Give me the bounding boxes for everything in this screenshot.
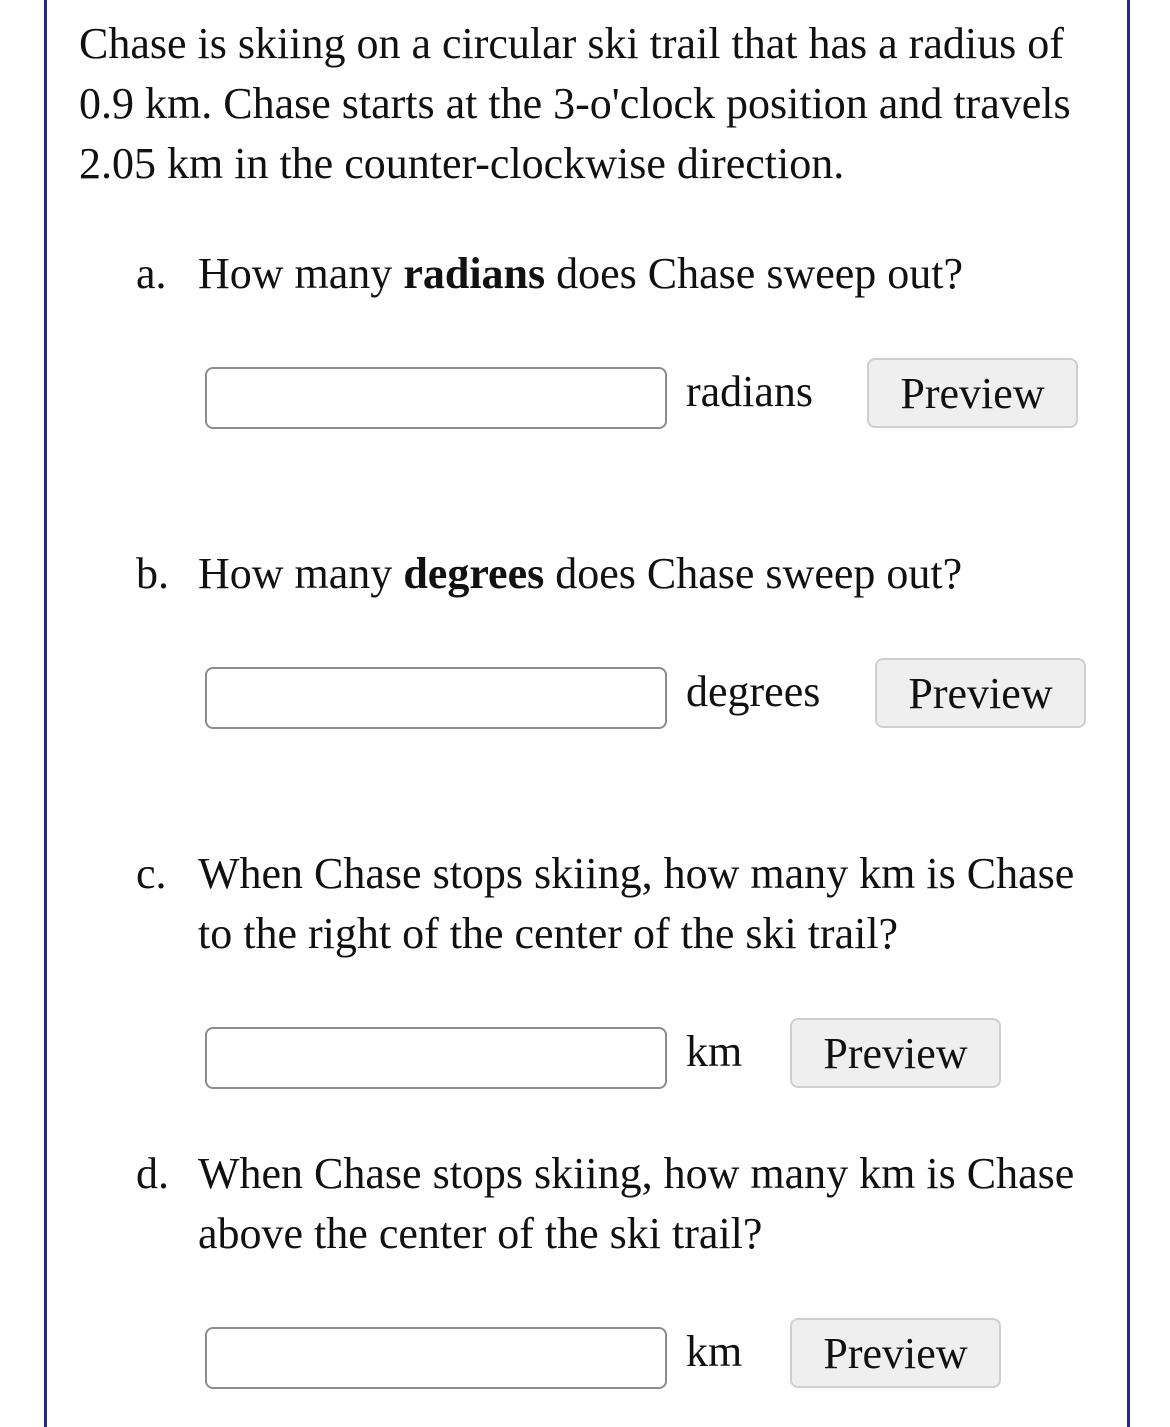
question-c-text: When Chase stops skiing, how many km is Chase to the right of the center of the ski trail? (198, 849, 1075, 958)
question-b-label: b. (136, 549, 169, 598)
unit-label-c: km (686, 1027, 743, 1076)
preview-button-c[interactable]: Preview (790, 1018, 1001, 1088)
question-d-label: d. (136, 1149, 169, 1198)
answer-input-b[interactable] (205, 667, 667, 729)
question-a-text-end: does Chase sweep out? (545, 249, 964, 298)
question-a-keyword: radians (403, 249, 546, 298)
unit-label-a: radians (686, 367, 814, 416)
question-a-text (198, 244, 1118, 304)
answer-input-c[interactable] (205, 1027, 667, 1089)
problem-statement: Chase is skiing on a circular ski trail that has a radius of 0.9 km. Chase starts at the 3-o'clock position and travels 2.05 km in the counter-clockwise direction. (79, 19, 1071, 188)
question-b-text-start: How many (198, 549, 404, 598)
preview-button-a[interactable]: Preview (867, 358, 1078, 428)
answer-input-a[interactable] (205, 367, 667, 429)
preview-button-b[interactable]: Preview (875, 658, 1086, 728)
question-d-text: When Chase stops skiing, how many km is Chase above the center of the ski trail? (198, 1149, 1075, 1258)
unit-label-b: degrees (686, 667, 821, 716)
question-c-label: c. (136, 849, 167, 898)
unit-label-d: km (686, 1327, 743, 1376)
question-b-text-end: does Chase sweep out? (544, 549, 963, 598)
question-a-label: a. (136, 249, 167, 298)
question-b-keyword: degrees (403, 549, 545, 598)
answer-input-d[interactable] (205, 1327, 667, 1389)
question-a-text-start: How many (198, 249, 404, 298)
question-b-text (198, 544, 1118, 604)
preview-button-d[interactable]: Preview (790, 1318, 1001, 1388)
